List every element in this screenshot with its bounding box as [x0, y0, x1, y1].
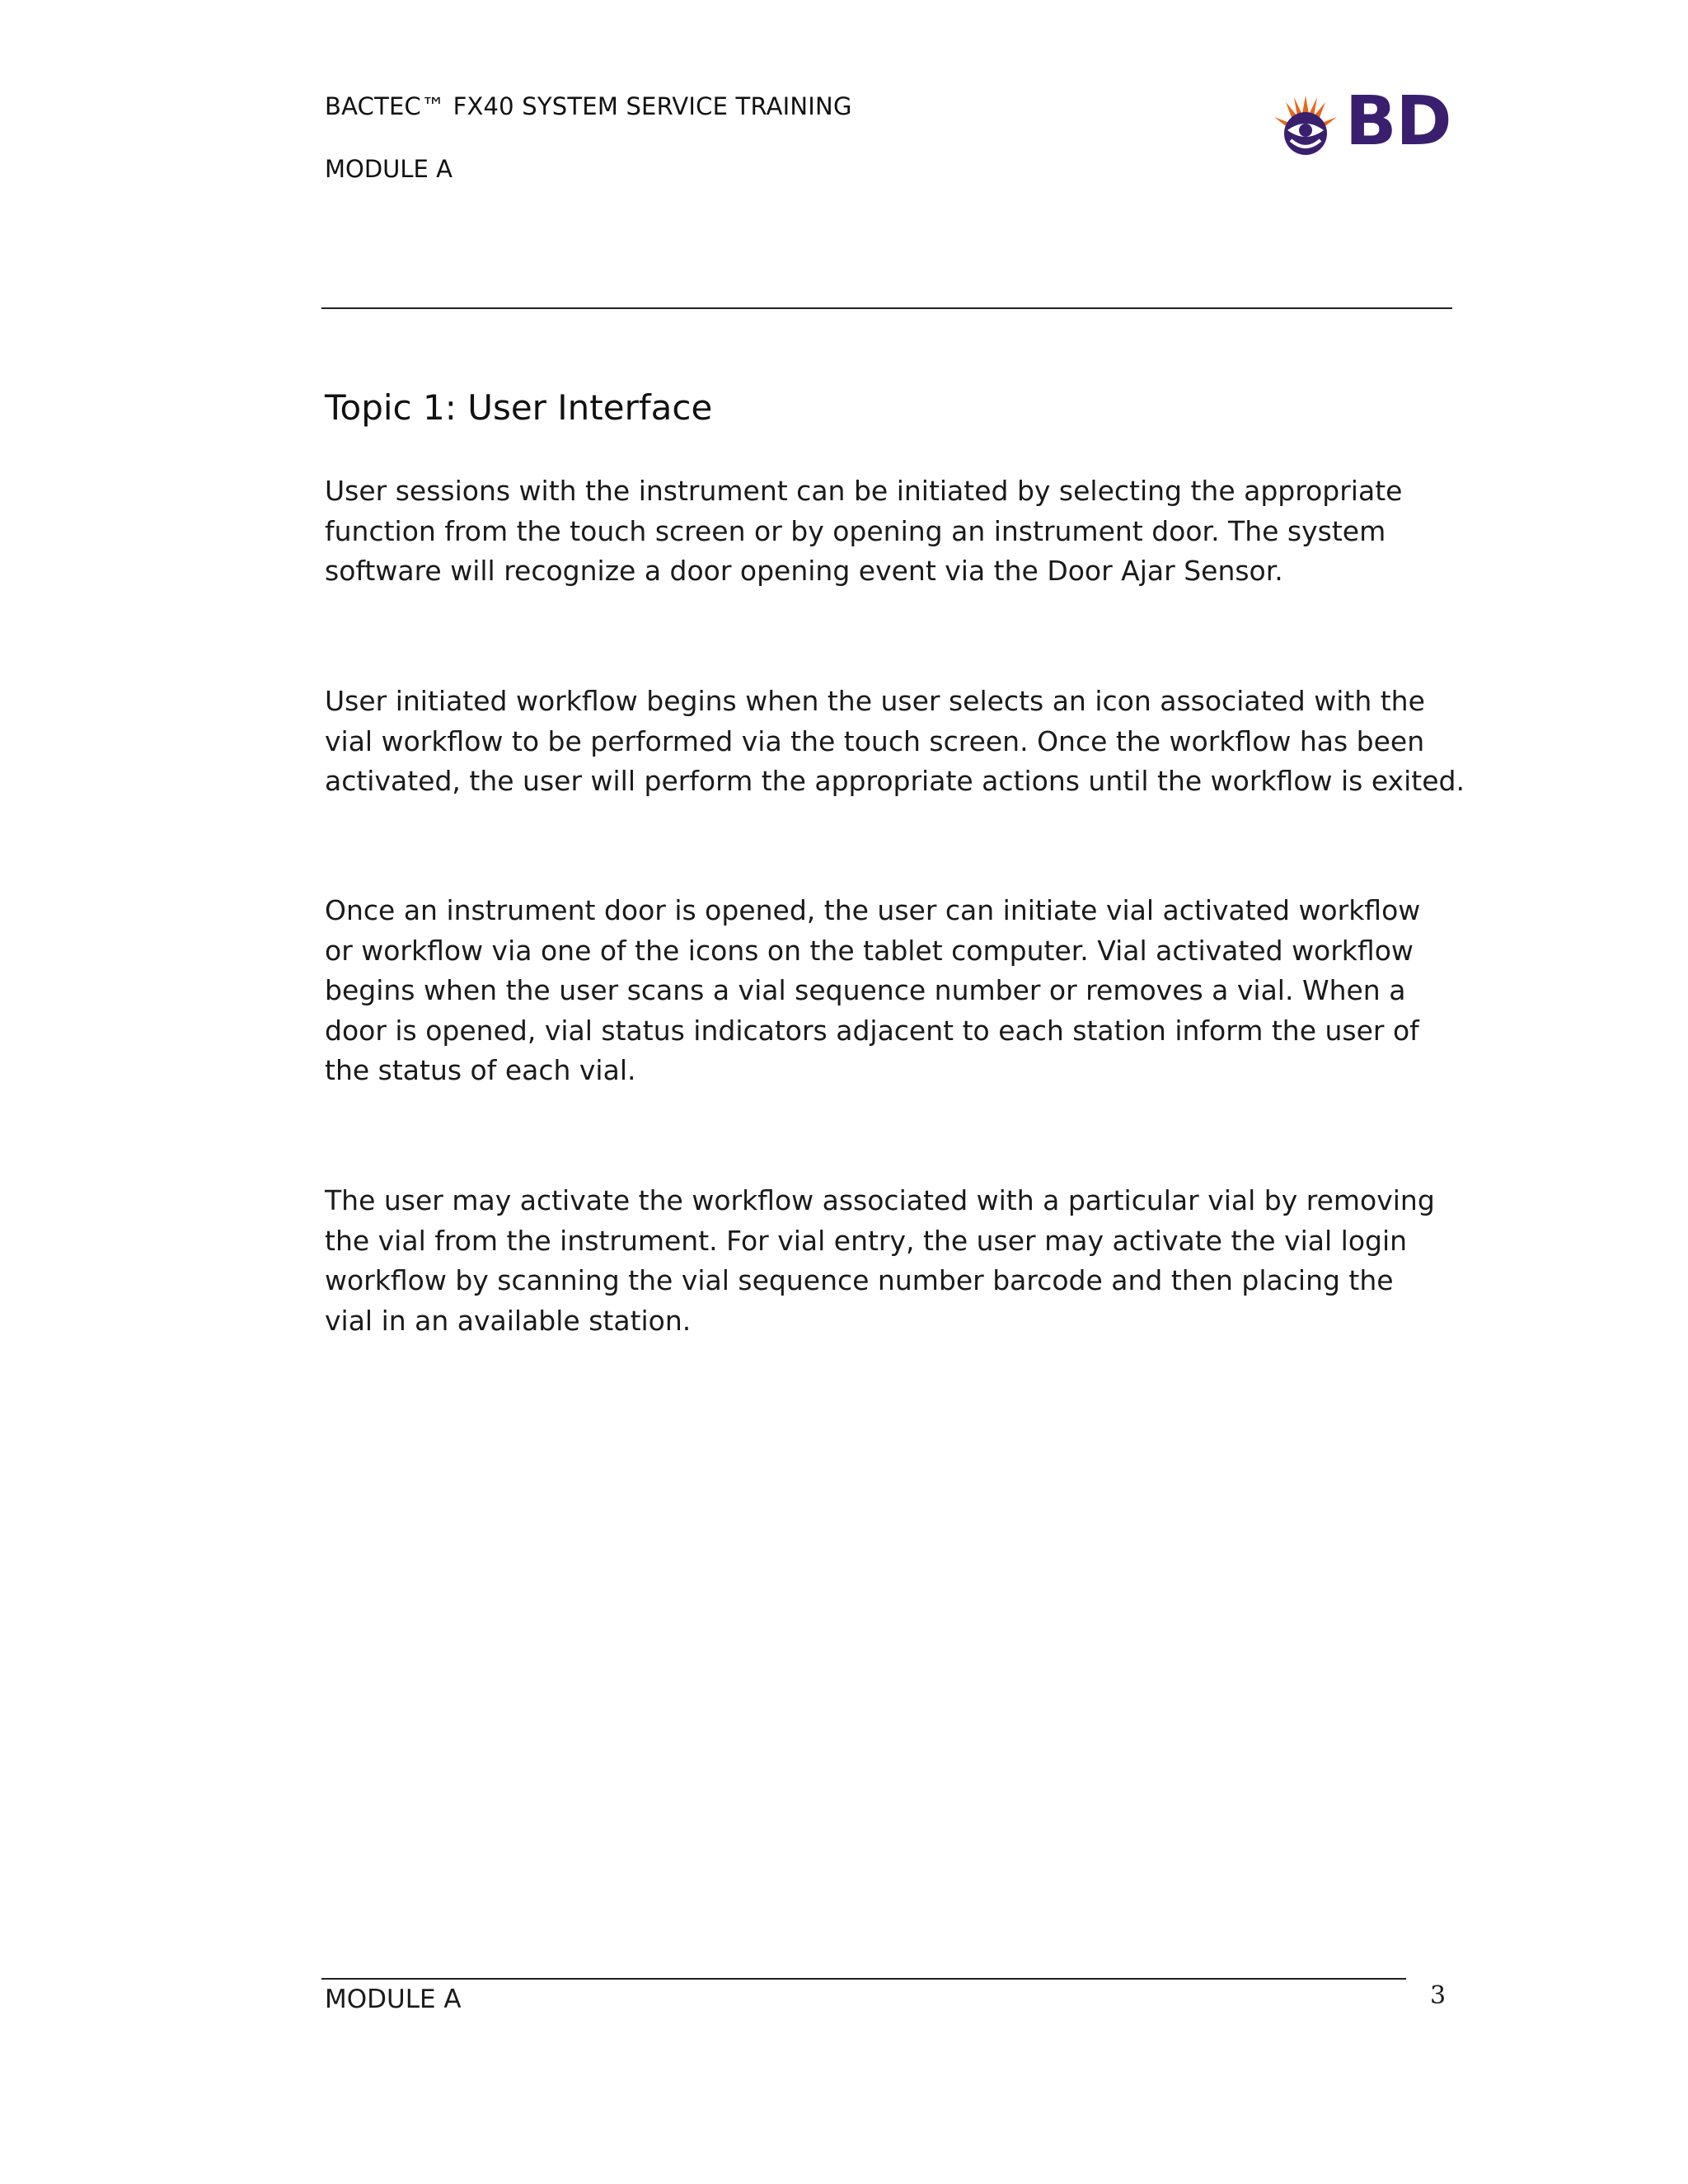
paragraph — [325, 471, 1462, 592]
paragraph-line: door is opened, vial status indicators adjacent to each station inform the user of — [325, 1014, 1419, 1047]
module-label: MODULE A — [325, 155, 452, 183]
paragraph-line: begins when the user scans a vial sequence number or removes a vial. When a — [325, 974, 1406, 1006]
bd-logo — [1269, 82, 1451, 161]
paragraph-line: the status of each vial. — [325, 1054, 636, 1086]
footer-module-label: MODULE A — [325, 1985, 462, 2014]
bd-logo-text: BD — [1345, 82, 1451, 161]
paragraph-line: User initiated workflow begins when the user selects an icon associated with the — [325, 685, 1425, 717]
paragraph-line: the vial from the instrument. For vial entry, the user may activate the vial login — [325, 1224, 1408, 1257]
paragraph-line: software will recognize a door opening event via the Door Ajar Sensor. — [325, 555, 1283, 587]
paragraph-line: activated, the user will perform the appropriate actions until the workflow is exited. — [325, 765, 1465, 797]
paragraph-line: User sessions with the instrument can be initiated by selecting the appropriate — [325, 475, 1403, 507]
paragraph-line: function from the touch screen or by opening an instrument door. The system — [325, 514, 1386, 547]
paragraph-line: or workflow via one of the icons on the tablet computer. Vial activated workflow — [325, 934, 1414, 967]
paragraph — [325, 1181, 1462, 1341]
paragraph — [325, 891, 1462, 1091]
topic-heading: Topic 1: User Interface — [325, 387, 713, 428]
paragraph — [325, 682, 1465, 802]
paragraph-line: workflow by scanning the vial sequence number barcode and then placing the — [325, 1264, 1394, 1296]
paragraph-line: Once an instrument door is opened, the user can initiate vial activated workflow — [325, 894, 1421, 926]
document-title: BACTEC™ FX40 SYSTEM SERVICE TRAINING — [325, 92, 852, 120]
footer-divider — [321, 1978, 1406, 1980]
page-number: 3 — [1430, 1981, 1447, 2010]
bd-logo-icon — [1269, 89, 1342, 162]
paragraph-line: The user may activate the workflow associated with a particular vial by removing — [325, 1184, 1435, 1216]
paragraph-line: vial workflow to be performed via the touch screen. Once the workflow has been — [325, 724, 1425, 757]
header-divider — [321, 307, 1452, 309]
paragraph-line: vial in an available station. — [325, 1304, 692, 1337]
